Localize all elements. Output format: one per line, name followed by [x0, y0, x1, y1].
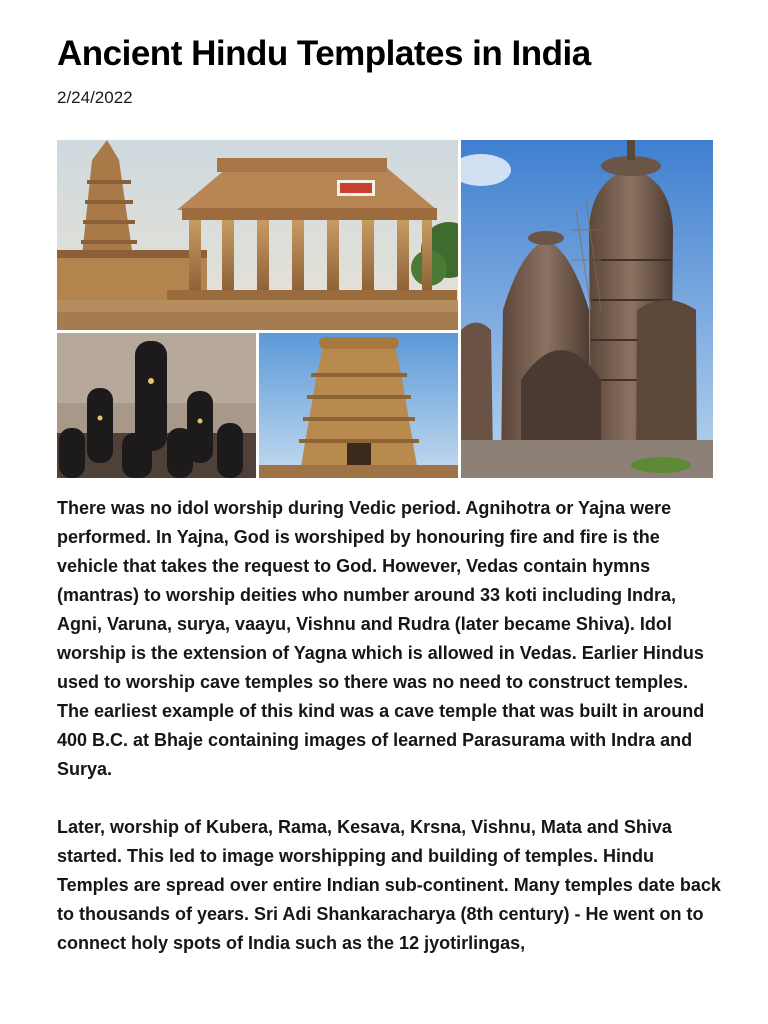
article-title: Ancient Hindu Templates in India [57, 34, 591, 73]
paragraph: Later, worship of Kubera, Rama, Kesava, Krsna, Vishnu, Mata and Shiva started. This led to image worshipping and building of temples. Hindu Temples are spread over entire Indian sub-continent. Many temples date back to thousands of years. Sri Adi Shankaracharya (8th century) - He went on to connect holy spots of India such as the 12 jyotirlingas, [57, 817, 721, 953]
article-body [57, 494, 722, 958]
photo-collage [57, 140, 713, 478]
shiva-lingams-photo [57, 333, 256, 478]
paragraph: There was no idol worship during Vedic period. Agnihotra or Yajna were performed. In Yajna, God is worshiped by honouring fire and fire is the vehicle that takes the request to God. However, Vedas contain hymns (mantras) to worship deities who number around 33 koti including Indra, Agni, Varuna, surya, vaayu, Vishnu and Rudra (later became Shiva). Idol worship is the extension of Yagna which is allowed in Vedas. Earlier Hindus used to worship cave temples so there was no need to construct temples. The earliest example of this kind was a cave temple that was built in around 400 B.C. at Bhaje containing images of learned Parasurama with Indra and Surya. [57, 498, 705, 779]
article-date: 2/24/2022 [57, 88, 133, 107]
temple-complex-photo [57, 140, 458, 330]
odisha-temple-photo [461, 140, 713, 478]
gopuram-photo [259, 333, 458, 478]
